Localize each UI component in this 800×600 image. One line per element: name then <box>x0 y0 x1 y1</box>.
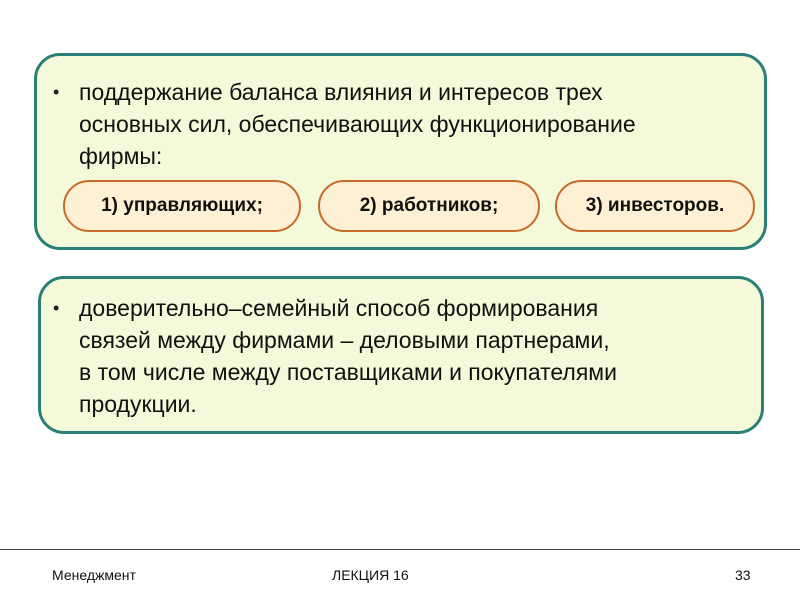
pill-managers: 1) управляющих; <box>63 180 301 232</box>
footer-lecture-label: ЛЕКЦИЯ 16 <box>332 567 409 583</box>
bullet-dot-icon: • <box>53 82 60 102</box>
pill-workers: 2) работников; <box>318 180 540 232</box>
bullet-text-2: доверительно–семейный способ формирования связей между фирмами – деловыми партнерами, в том числе между поставщиками и покупателями продукции. <box>79 295 617 417</box>
bullet-dot-icon: • <box>53 298 60 318</box>
content-box-2 <box>38 276 764 434</box>
footer-course-title: Менеджмент <box>52 567 136 583</box>
footer-divider <box>0 549 800 550</box>
bullet-item-1 <box>53 76 733 172</box>
footer-page-number: 33 <box>735 567 751 583</box>
pill-investors: 3) инвесторов. <box>555 180 755 232</box>
bullet-item-2 <box>53 292 733 420</box>
content-box-1 <box>34 53 767 250</box>
bullet-text-1: поддержание баланса влияния и интересов трех основных сил, обеспечивающих функционирование фирмы: <box>79 79 636 169</box>
